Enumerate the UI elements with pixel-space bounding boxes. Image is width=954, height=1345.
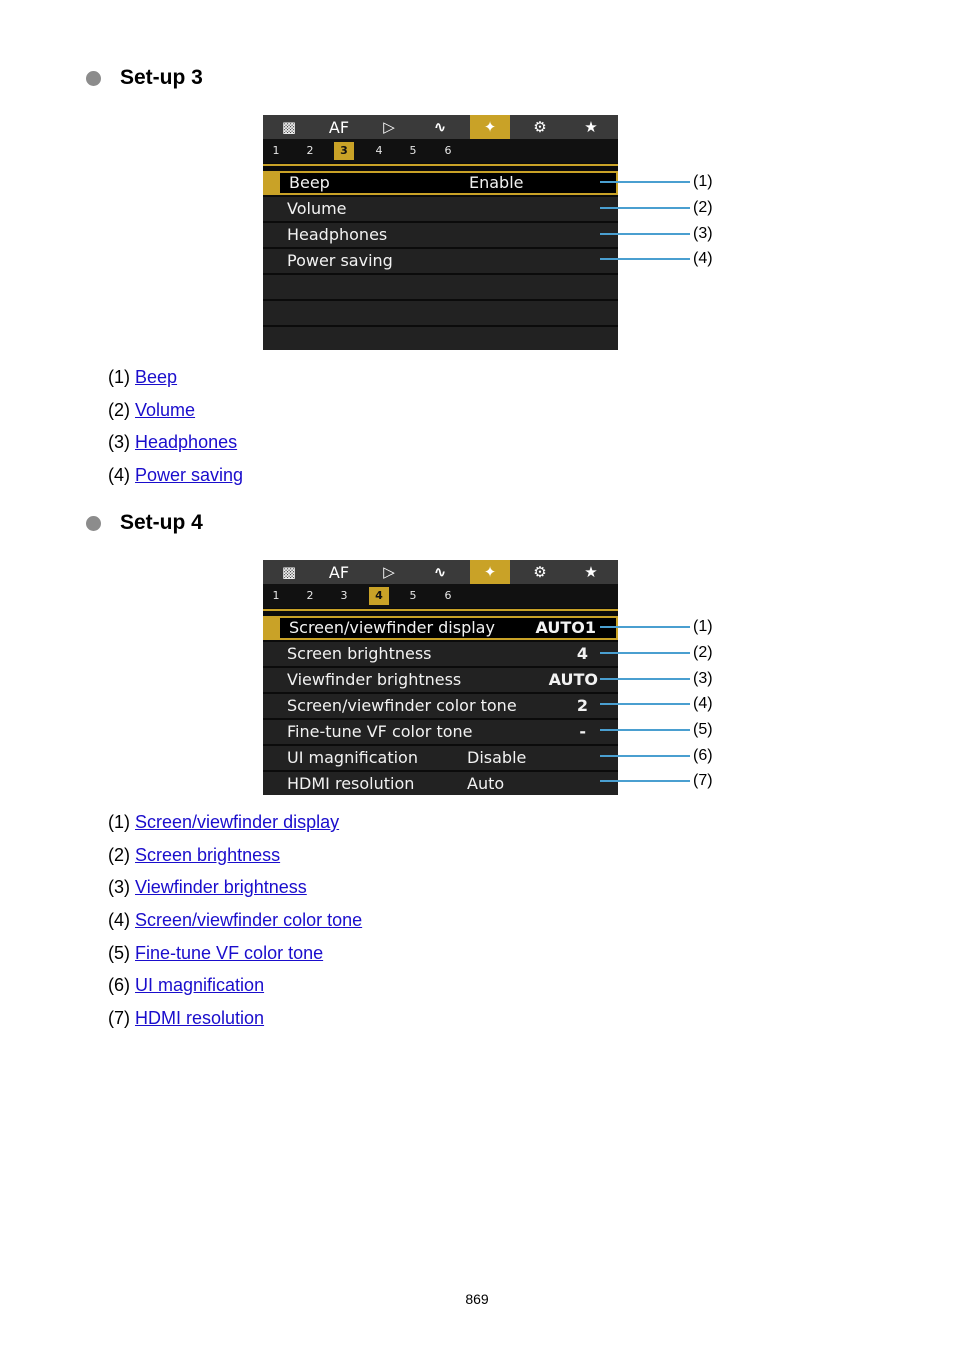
legend-number: (3)	[108, 432, 130, 452]
tab-setup[interactable]	[470, 560, 510, 584]
bullet-icon	[86, 71, 101, 86]
menu-row-power-saving[interactable]	[263, 249, 618, 273]
camera-icon: ▩	[281, 118, 297, 136]
legend-link-screen-viewfinder-display[interactable]: Screen/viewfinder display	[135, 812, 340, 832]
legend-item	[108, 1007, 264, 1029]
menu-value: AUTO	[548, 670, 598, 689]
tab-shooting[interactable]	[269, 560, 309, 584]
legend-item	[108, 366, 177, 388]
callout-line	[600, 755, 690, 757]
menu-row-volume[interactable]	[263, 197, 618, 221]
callout-label: (4)	[693, 250, 713, 267]
menu-label: Volume	[287, 199, 347, 218]
section-title: Set-up 3	[120, 66, 203, 89]
af-tab-label: AF	[328, 562, 350, 582]
callout-line	[600, 652, 690, 654]
tab-shooting[interactable]	[269, 115, 309, 139]
page-tab-1[interactable]: 1	[272, 144, 280, 157]
legend-link-power-saving[interactable]: Power saving	[135, 465, 244, 485]
callout-label: (4)	[693, 695, 713, 712]
legend-item	[108, 464, 243, 486]
menu-row-beep[interactable]	[263, 171, 618, 195]
legend-item	[108, 909, 362, 931]
legend-number: (4)	[108, 910, 130, 930]
page-tab-1[interactable]: 1	[272, 589, 280, 602]
tab-bar	[263, 115, 618, 139]
accent-divider	[263, 164, 618, 166]
legend-number: (7)	[108, 1008, 130, 1028]
legend-link-hdmi-resolution[interactable]: HDMI resolution	[135, 1008, 265, 1028]
legend-link-volume[interactable]: Volume	[135, 400, 196, 420]
menu-row-empty	[263, 327, 618, 350]
legend-item	[108, 844, 280, 866]
page-tab-3[interactable]: 3	[334, 142, 354, 160]
callout-line	[600, 207, 690, 209]
camera-menu-screen-setup3	[263, 115, 618, 350]
legend-number: (5)	[108, 943, 130, 963]
legend-number: (2)	[108, 845, 130, 865]
callout-label: (7)	[693, 772, 713, 789]
menu-value: -	[579, 722, 586, 741]
callout-line	[600, 258, 690, 260]
camera-menu-screen-setup4	[263, 560, 618, 795]
playback-icon: ▷	[383, 563, 395, 581]
star-icon: ★	[584, 118, 598, 136]
menu-label: Viewfinder brightness	[287, 670, 462, 689]
callout-label: (6)	[693, 747, 713, 764]
wrench-icon: ✦	[483, 118, 497, 136]
callout-label: (3)	[693, 225, 713, 242]
callout-label: (2)	[693, 644, 713, 661]
legend-number: (6)	[108, 975, 130, 995]
tab-af[interactable]	[319, 115, 359, 139]
playback-icon: ▷	[383, 118, 395, 136]
section-heading-setup3	[86, 63, 203, 93]
menu-row-screen-viewfinder-color-tone[interactable]	[263, 694, 618, 718]
menu-label: Screen/viewfinder display	[289, 618, 495, 637]
wireless-icon: ∿	[433, 118, 447, 136]
page-tab-3[interactable]: 3	[340, 589, 348, 602]
callout-line	[600, 626, 690, 628]
menu-row-screen-viewfinder-display[interactable]	[263, 616, 618, 640]
menu-value: Auto	[467, 774, 505, 793]
page-tab-6[interactable]: 6	[444, 589, 452, 602]
legend-number: (2)	[108, 400, 130, 420]
menu-value: Disable	[467, 748, 527, 767]
callout-line	[600, 181, 690, 183]
menu-row-viewfinder-brightness[interactable]	[263, 668, 618, 692]
callout-label: (1)	[693, 173, 713, 190]
tab-custom-functions[interactable]	[520, 560, 560, 584]
page-tab-5[interactable]: 5	[409, 144, 417, 157]
menu-label: HDMI resolution	[287, 774, 415, 793]
legend-link-screen-brightness[interactable]: Screen brightness	[135, 845, 281, 865]
menu-value: 2	[576, 696, 588, 715]
callout-label: (1)	[693, 618, 713, 635]
legend-link-screen-viewfinder-color-tone[interactable]: Screen/viewfinder color tone	[135, 910, 363, 930]
star-icon: ★	[584, 563, 598, 581]
tab-setup[interactable]	[470, 115, 510, 139]
legend-item	[108, 942, 323, 964]
menu-label: Beep	[289, 173, 330, 192]
accent-divider	[263, 609, 618, 611]
legend-number: (3)	[108, 877, 130, 897]
tab-playback[interactable]	[369, 560, 409, 584]
page-number: 869	[465, 1291, 489, 1307]
menu-value: Enable	[469, 173, 524, 192]
callout-label: (2)	[693, 199, 713, 216]
page-tab-5[interactable]: 5	[409, 589, 417, 602]
tab-playback[interactable]	[369, 115, 409, 139]
tab-my-menu[interactable]	[571, 560, 611, 584]
legend-number: (1)	[108, 812, 130, 832]
legend-number: (4)	[108, 465, 130, 485]
legend-link-headphones[interactable]: Headphones	[135, 432, 238, 452]
wrench-icon: ✦	[483, 563, 497, 581]
af-tab-label: AF	[328, 117, 350, 137]
legend-item	[108, 399, 195, 421]
tab-custom-functions[interactable]	[520, 115, 560, 139]
menu-label: UI magnification	[287, 748, 418, 767]
legend-item	[108, 974, 264, 996]
menu-label: Power saving	[287, 251, 393, 270]
custom-function-icon: ⚙	[533, 118, 547, 136]
menu-row-hdmi-resolution[interactable]	[263, 772, 618, 795]
callout-line	[600, 780, 690, 782]
callout-line	[600, 729, 690, 731]
legend-link-beep[interactable]: Beep	[135, 367, 178, 387]
legend-item	[108, 876, 307, 898]
tab-wireless[interactable]	[420, 115, 460, 139]
section-title: Set-up 4	[120, 511, 203, 534]
tab-bar	[263, 560, 618, 584]
callout-line	[600, 233, 690, 235]
camera-icon: ▩	[281, 563, 297, 581]
menu-label: Fine-tune VF color tone	[287, 722, 473, 741]
legend-item	[108, 811, 339, 833]
section-heading-setup4	[86, 508, 203, 538]
tab-my-menu[interactable]	[571, 115, 611, 139]
menu-value: AUTO1	[535, 618, 596, 637]
custom-function-icon: ⚙	[533, 563, 547, 581]
callout-label: (5)	[693, 721, 713, 738]
tab-wireless[interactable]	[420, 560, 460, 584]
menu-value: 4	[576, 644, 588, 663]
legend-item	[108, 431, 237, 453]
menu-label: Screen/viewfinder color tone	[287, 696, 517, 715]
bullet-icon	[86, 516, 101, 531]
page-strip	[263, 139, 618, 163]
tab-af[interactable]	[319, 560, 359, 584]
page-strip	[263, 584, 618, 608]
page-tab-2[interactable]: 2	[306, 589, 314, 602]
legend-link-ui-magnification[interactable]: UI magnification	[135, 975, 265, 995]
page-tab-2[interactable]: 2	[306, 144, 314, 157]
menu-row-headphones[interactable]	[263, 223, 618, 247]
menu-label: Headphones	[287, 225, 388, 244]
menu-row-screen-brightness[interactable]	[263, 642, 618, 666]
page-tab-4[interactable]: 4	[375, 144, 383, 157]
callout-label: (3)	[693, 670, 713, 687]
menu-label: Screen brightness	[287, 644, 432, 663]
legend-link-viewfinder-brightness[interactable]: Viewfinder brightness	[135, 877, 307, 897]
legend-link-fine-tune-vf-color-tone[interactable]: Fine-tune VF color tone	[135, 943, 324, 963]
callout-line	[600, 703, 690, 705]
menu-row-empty	[263, 301, 618, 325]
wireless-icon: ∿	[433, 563, 447, 581]
page-tab-4[interactable]: 4	[369, 587, 389, 605]
menu-row-empty	[263, 275, 618, 299]
callout-line	[600, 678, 690, 680]
menu-row-ui-magnification[interactable]	[263, 746, 618, 770]
legend-number: (1)	[108, 367, 130, 387]
menu-row-fine-tune-vf-color-tone[interactable]	[263, 720, 618, 744]
page-tab-6[interactable]: 6	[444, 144, 452, 157]
